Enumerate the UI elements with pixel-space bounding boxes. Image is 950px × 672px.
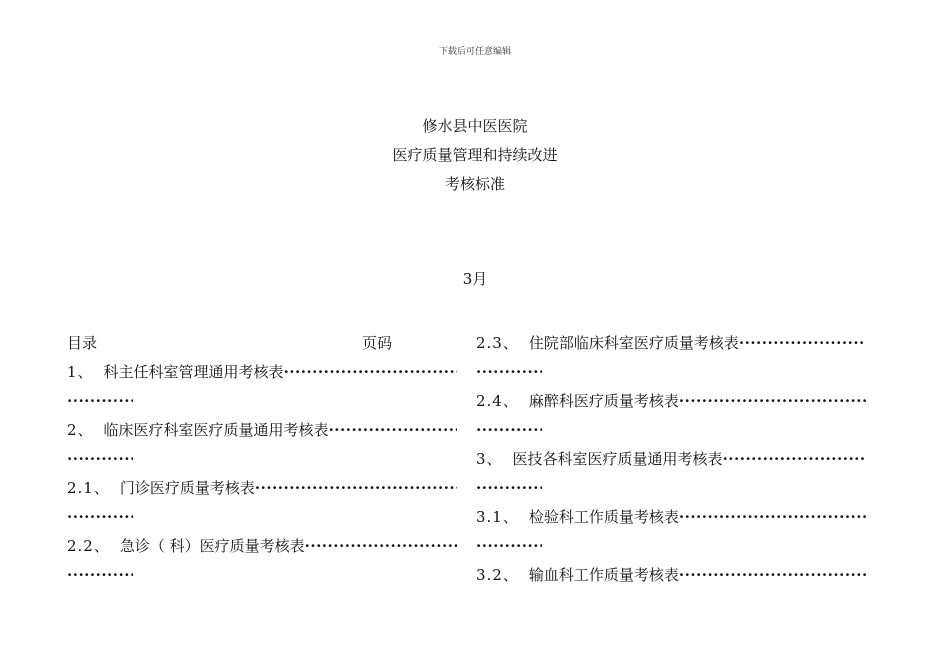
document-month: 3月 [462, 270, 488, 288]
toc-entry-number: 1、 [67, 363, 94, 381]
toc-header [67, 331, 457, 360]
toc-entry-number: 2.1、 [67, 479, 110, 497]
dot-leader [67, 447, 133, 471]
toc-entry-title: 科主任科室管理通用考核表 [103, 363, 284, 381]
toc-entry-title: 输血科工作质量考核表 [528, 566, 679, 584]
toc-page-label: 页码 [362, 334, 393, 352]
header-note: 下载后可任意编辑 [438, 47, 511, 57]
dot-leader [67, 563, 133, 587]
dot-leader [476, 476, 542, 500]
toc-entry-number: 3、 [476, 450, 503, 468]
toc-entry-number: 2.4、 [476, 392, 519, 410]
toc-entry-title: 医技各科室医疗质量通用考核表 [512, 450, 723, 468]
toc-entry[interactable] [476, 563, 866, 621]
toc-entry-title: 急诊（ 科）医疗质量考核表 [119, 537, 305, 555]
toc-entry-title: 临床医疗科室医疗质量通用考核表 [103, 421, 329, 439]
toc-entry-number: 3.1、 [476, 508, 519, 526]
toc-entry-title: 检验科工作质量考核表 [528, 508, 679, 526]
dot-leader [476, 360, 542, 384]
toc-entry-number: 2.2、 [67, 537, 110, 555]
toc-entry[interactable] [67, 476, 457, 534]
dot-leader [739, 331, 866, 360]
title-subject: 医疗质量管理和持续改进 [392, 146, 558, 164]
dot-leader [284, 360, 457, 389]
toc-entry-number: 2、 [67, 421, 94, 439]
toc-right-column [476, 331, 866, 621]
dot-leader [67, 389, 133, 413]
document-title [0, 112, 950, 199]
toc-entry[interactable] [67, 534, 457, 592]
dot-leader [67, 505, 133, 529]
toc-entry-title: 住院部临床科室医疗质量考核表 [528, 334, 739, 352]
dot-leader [255, 476, 457, 505]
toc-entry-number: 2.3、 [476, 334, 519, 352]
toc-left-column [67, 331, 457, 592]
dot-leader [723, 447, 866, 476]
toc-entry-title: 麻醉科医疗质量考核表 [528, 392, 679, 410]
dot-leader [329, 418, 457, 447]
dot-leader [476, 418, 542, 442]
toc-entry[interactable] [476, 447, 866, 505]
toc-entry-title: 门诊医疗质量考核表 [119, 479, 255, 497]
title-standard: 考核标准 [444, 175, 505, 193]
toc-entry[interactable] [476, 505, 866, 563]
dot-leader [476, 534, 542, 558]
dot-leader [305, 534, 457, 563]
toc-entry[interactable] [476, 389, 866, 447]
toc-entry[interactable] [67, 360, 457, 418]
dot-leader [679, 505, 866, 534]
toc-entry[interactable] [476, 331, 866, 389]
hospital-name: 修水县中医医院 [422, 117, 528, 135]
toc-heading: 目录 [67, 334, 98, 352]
toc-entry-number: 3.2、 [476, 566, 519, 584]
dot-leader [679, 389, 866, 418]
dot-leader [679, 563, 866, 592]
toc-entry[interactable] [67, 418, 457, 476]
